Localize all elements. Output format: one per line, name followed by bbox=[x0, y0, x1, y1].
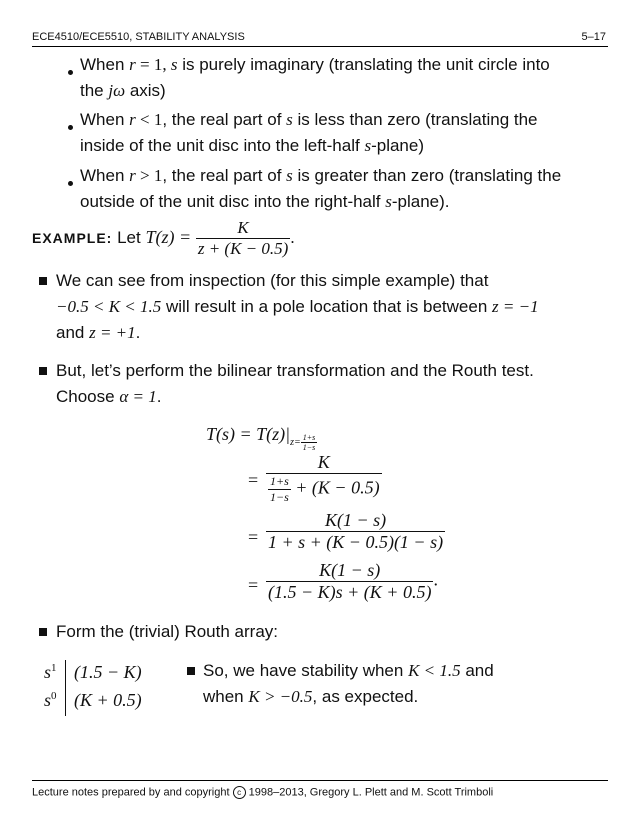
header-left: ECE4510/ECE5510, STABILITY ANALYSIS bbox=[32, 31, 245, 43]
equals-sign: = bbox=[248, 470, 259, 490]
routh-label: Form the (trivial) Routh array: bbox=[56, 622, 278, 641]
square-1-line-1: We can see from inspection (for this simple example) that bbox=[56, 271, 489, 290]
square-2-line-1: But, let’s perform the bilinear transformation and the Routh test. bbox=[56, 361, 534, 380]
square-1-line-3: and z = +1. bbox=[56, 323, 141, 342]
bullet-dot bbox=[68, 70, 73, 75]
bullet-dot bbox=[68, 181, 73, 186]
conclusion-line-2: when K > −0.5, as expected. bbox=[203, 687, 419, 706]
bullet-dot bbox=[68, 125, 73, 130]
header-rule bbox=[32, 46, 608, 47]
footer: Lecture notes prepared by and copyright c 1998–2013, Gregory L. Plett and M. Scott Trimboli bbox=[32, 786, 494, 799]
example-fraction: $\frac{K}{z + (K - 0.5)}$ bbox=[197, 218, 289, 258]
copyright-icon: c bbox=[233, 786, 246, 799]
square-1-line-2: −0.5 < K < 1.5 will result in a pole location that is between z = −1 bbox=[56, 297, 539, 316]
derivation-row-2: $\frac{K(1 - s)}{1 + s + (K - 0.5)(1 - s)}$ bbox=[268, 510, 444, 552]
bullet-2-line-2: inside of the unit disc into the left-half s-plane) bbox=[80, 136, 424, 155]
example-line: EXAMPLE: Let T(z) = $\frac{K}{z + (K - 0.5)}$ . bbox=[32, 218, 295, 258]
bullet-2-line-1: When r < 1, the real part of s is less than zero (translating the bbox=[80, 110, 538, 129]
routh-divider bbox=[65, 660, 66, 716]
conclusion-line-1: So, we have stability when K < 1.5 and bbox=[203, 661, 494, 680]
example-label: EXAMPLE: bbox=[32, 229, 113, 246]
square-bullet bbox=[187, 667, 195, 675]
footer-rule bbox=[32, 780, 608, 781]
bullet-3-line-2: outside of the unit disc into the right-half s-plane). bbox=[80, 192, 450, 211]
page-number: 5–17 bbox=[581, 31, 606, 43]
routh-row-s1: $s^1$ bbox=[44, 662, 57, 682]
square-bullet bbox=[39, 628, 47, 636]
square-2-line-2: Choose α = 1. bbox=[56, 387, 162, 406]
bullet-3-line-1: When r > 1, the real part of s is greater than zero (translating the bbox=[80, 166, 562, 185]
bullet-1-line-2: the jω axis) bbox=[80, 81, 166, 100]
bullet-1-line-1: When r = 1, s is purely imaginary (translating the unit circle into bbox=[80, 55, 550, 74]
square-bullet bbox=[39, 367, 47, 375]
routh-value-s1: (1.5 − K) bbox=[74, 662, 142, 682]
routh-value-s0: (K + 0.5) bbox=[74, 690, 142, 710]
derivation-row-3: $\frac{K(1 - s)}{(1.5 - K)s + (K + 0.5)}$ . bbox=[268, 560, 438, 602]
square-bullet bbox=[39, 277, 47, 285]
routh-row-s0: $s^0$ bbox=[44, 690, 57, 710]
equals-sign: = bbox=[248, 527, 259, 547]
equals-sign: = bbox=[248, 575, 259, 595]
derivation-row-1: K $\frac{1+s}{1-s}$ + (K − 0.5) bbox=[266, 452, 382, 505]
derivation-lhs: $T(s) = T(z)|_{z= \frac{1+s}{1-s}}$ bbox=[206, 424, 316, 452]
